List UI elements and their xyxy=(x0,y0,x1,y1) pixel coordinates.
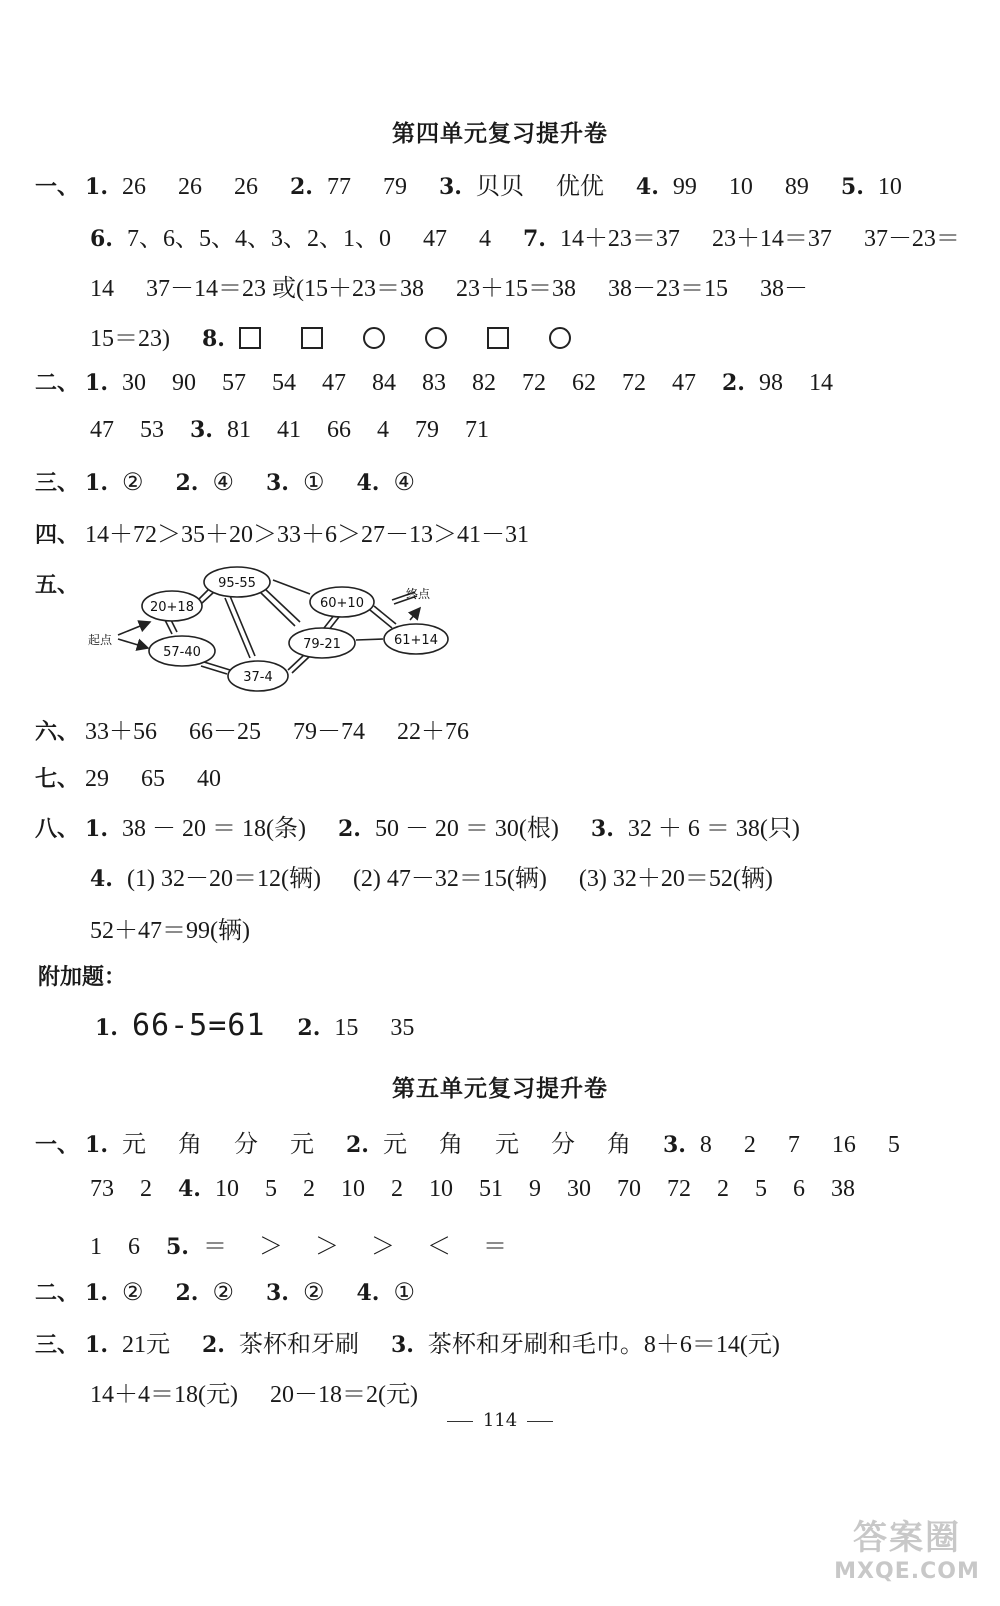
dash-right xyxy=(527,1421,553,1422)
unit4-s8-line1: 八、 1. 38 － 20 ＝ 18(条) 2. 50 － 20 ＝ 30(根) 3. 32 ＋ 6 ＝ 38(只) xyxy=(35,816,800,842)
node-label: 57-40 xyxy=(163,645,201,660)
unit5-s1-line2: 73 2 4. 10 5 2 10 2 10 51 9 30 70 72 2 5 6 38 xyxy=(90,1176,855,1202)
square-shape xyxy=(487,327,509,349)
unit5-s3-line2: 14＋4＝18(元) 20－18＝2(元) xyxy=(90,1382,418,1408)
node-label: 61+14 xyxy=(394,633,438,648)
bonus-answers-line: 1. 66-5=61 2. 15 35 xyxy=(95,1008,415,1043)
unit4-s1-line3: 14 37－14＝23 或(15＋23＝38 23＋15＝38 38－23＝15 38－ xyxy=(90,276,808,302)
square-shape xyxy=(239,327,261,349)
unit5-s2-line: 二、 1. ② 2. ② 3. ② 4. ① xyxy=(35,1280,415,1306)
section-label: 四、 xyxy=(35,523,80,548)
bonus-label-line xyxy=(38,960,126,991)
section-label: 六、 xyxy=(35,720,80,745)
dash-left xyxy=(447,1421,473,1422)
route-diagram xyxy=(80,562,460,697)
node-label: 37-4 xyxy=(243,670,273,685)
circle-shape xyxy=(549,327,571,349)
unit4-s1-line4: 15＝23) 8. xyxy=(90,318,605,353)
unit4-s5-label-line xyxy=(35,568,79,599)
section-label: 二、 xyxy=(35,371,80,396)
unit4-s4-line: 四、 14＋72＞35＋20＞33＋6＞27－13＞41－31 xyxy=(35,522,530,548)
section-label: 三、 xyxy=(35,1333,80,1358)
section-label: 三、 xyxy=(35,471,80,496)
unit4-s8-line2: 4. (1) 32－20＝12(辆) (2) 47－32＝15(辆) (3) 32＋20＝52(辆) xyxy=(90,866,773,892)
unit4-s7-line: 七、 29 65 40 xyxy=(35,766,222,792)
unit4-s3-line: 三、 1. ② 2. ④ 3. ① 4. ④ xyxy=(35,470,415,496)
section-label: 七、 xyxy=(35,767,80,792)
matchstick-equation: 66-5=61 xyxy=(131,1008,266,1043)
unit4-s2-line2: 47 53 3. 81 41 66 4 79 71 xyxy=(90,417,489,443)
section-label: 一、 xyxy=(35,175,80,200)
route-nodes xyxy=(142,567,448,691)
unit4-s6-line: 六、 33＋56 66－25 79－74 22＋76 xyxy=(35,719,470,745)
unit5-s1-line3: 1 6 5. ＝ ＞ ＞ ＞ ＜ ＝ xyxy=(90,1234,507,1260)
unit4-s1-line1: 一、 1. 26 26 26 2. 77 79 3. 贝贝 优优 4. 99 10 89 5. 10 xyxy=(35,174,902,200)
circle-shape xyxy=(363,327,385,349)
circle-shape xyxy=(425,327,447,349)
unit4-s8-line3: 52＋47＝99(辆) xyxy=(90,918,250,944)
square-shape xyxy=(301,327,323,349)
bonus-label: 附加题： xyxy=(38,965,127,990)
node-label: 95-55 xyxy=(218,576,256,591)
unit4-s2-line1: 二、 1. 30 90 57 54 47 84 83 82 72 62 72 47 2. 98 14 xyxy=(35,370,833,396)
start-label: 起点 xyxy=(88,633,113,647)
unit5-s1-line1: 一、 1. 元 角 分 元 2. 元 角 元 分 角 3. 8 2 7 16 5 xyxy=(35,1132,900,1158)
section-label: 八、 xyxy=(35,817,80,842)
section-label: 二、 xyxy=(35,1281,80,1306)
page-number: 114 xyxy=(0,1410,1000,1431)
unit5-s3-line1: 三、 1. 21元 2. 茶杯和牙刷 3. 茶杯和牙刷和毛巾。8＋6＝14(元) xyxy=(35,1332,780,1358)
unit4-s1-line2: 6. 7、6、5、4、3、2、1、0 47 4 7. 14＋23＝37 23＋14＝37 37－23＝ xyxy=(90,226,960,252)
section-label: 五、 xyxy=(35,573,80,598)
node-label: 60+10 xyxy=(320,596,364,611)
watermark-logo: 答案圈 MXQE.COM xyxy=(834,1518,980,1584)
section-label: 一、 xyxy=(35,1133,80,1158)
node-label: 79-21 xyxy=(303,637,341,652)
node-label: 20+18 xyxy=(150,600,194,615)
unit4-title: 第四单元复习提升卷 xyxy=(392,120,608,147)
unit5-title: 第五单元复习提升卷 xyxy=(392,1075,608,1102)
end-label: 终点 xyxy=(406,587,431,601)
